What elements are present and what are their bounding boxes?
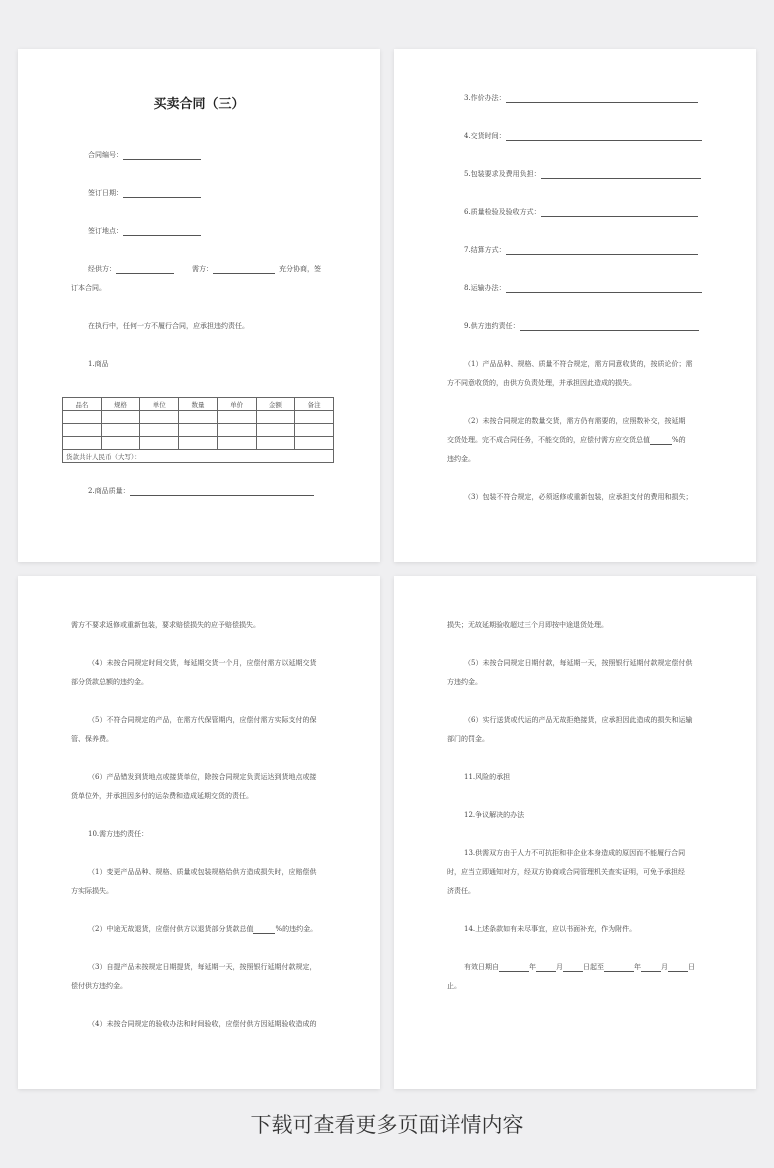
table-total: 货款共计人民币（大写）：	[63, 450, 334, 463]
table-row	[63, 411, 334, 424]
blank-line	[123, 227, 201, 236]
section-heading: 12.争议解决的办法	[464, 811, 525, 819]
sign-place-label: 签订地点：	[88, 227, 123, 235]
field-label: 3.作价办法：	[464, 94, 506, 102]
contract-page-2	[394, 49, 756, 562]
sign-place-field	[88, 226, 201, 236]
supplier-label: 经供方：	[88, 265, 116, 273]
settlement-field	[464, 245, 698, 255]
field-label: 7.结算方式：	[464, 246, 506, 254]
transport-field	[464, 283, 702, 293]
paragraph-text: %的	[672, 436, 686, 444]
paragraph-line: 部分货款总额的违约金。	[71, 678, 148, 686]
table-header-row	[63, 398, 334, 411]
table-header-cell: 金额	[256, 398, 295, 411]
paragraph-line: （1）变更产品品种、规格、质量或包装规格给供方造成损失时，应赔偿供	[88, 868, 317, 876]
page-title: 买卖合同（三）	[153, 97, 245, 112]
table-total-row	[63, 450, 334, 463]
effective-label: 月	[661, 963, 668, 971]
blank-line	[506, 132, 702, 141]
table-header-cell: 备注	[295, 398, 334, 411]
paragraph-line: （3）包装不符合规定，必须返修或重新包装，应承担支付的费用和损失；	[464, 493, 693, 501]
table-header-cell: 品名	[63, 398, 102, 411]
quality-label: 2.商品质量：	[88, 487, 130, 495]
supplier-liability-field	[464, 321, 699, 331]
field-label: 5.包装要求及费用负担：	[464, 170, 541, 178]
paragraph-line: 需方不要求返修或重新包装，要求赔偿损失的应予赔偿损失。	[71, 621, 260, 629]
inspection-field	[464, 207, 698, 217]
quality-field	[88, 486, 314, 496]
conclude-text: 订本合同。	[71, 284, 106, 292]
blank-line	[213, 265, 275, 274]
blank-line	[499, 963, 529, 972]
paragraph-line: （6）实行送货或代运的产品无故拒绝接货，应承担因此造成的损失和运输	[464, 716, 693, 724]
contract-page-1	[18, 49, 380, 562]
effective-label: 月	[556, 963, 563, 971]
paragraph-line: （2）未按合同规定的数量交货，需方仍有需要的，应照数补交，按延期	[464, 417, 686, 425]
effective-label: 日	[688, 963, 695, 971]
paragraph-line: （4）未按合同规定时间交货，每延期交货一个月，应偿付需方以延期交货	[88, 659, 317, 667]
contract-no-field	[88, 150, 201, 160]
blank-line	[123, 189, 201, 198]
field-label: 9.供方违约责任：	[464, 322, 520, 330]
blank-line	[541, 170, 701, 179]
blank-line	[536, 963, 556, 972]
paragraph-line: 货单位外，并承担因多付的运杂费和造成延期交货的责任。	[71, 792, 253, 800]
table-header-cell: 规格	[101, 398, 140, 411]
contract-page-3	[18, 576, 380, 1089]
paragraph-line: 方实际损失。	[71, 887, 113, 895]
paragraph-line: （5）不符合同规定的产品，在需方代保管期内，应偿付需方实际支付的保	[88, 716, 317, 724]
table-row	[63, 424, 334, 437]
field-label: 4.交货时间：	[464, 132, 506, 140]
effective-label: 年	[634, 963, 641, 971]
blank-line	[123, 151, 201, 160]
table-header-cell: 数量	[179, 398, 218, 411]
effective-label: 年	[529, 963, 536, 971]
effective-date-line	[464, 962, 695, 972]
goods-table	[62, 397, 334, 463]
paragraph-line: 偿付供方违约金。	[71, 982, 127, 990]
blank-line	[668, 963, 688, 972]
table-row	[63, 437, 334, 450]
paragraph-line: 时，应当立即通知对方，经双方协商或合同管理机关查实证明，可免予承担经	[447, 868, 685, 876]
contract-page-4	[394, 576, 756, 1089]
effective-label: 日起至	[583, 963, 604, 971]
packaging-field	[464, 169, 701, 179]
section-heading: 11.风险的承担	[464, 773, 511, 781]
field-label: 6.质量检验及验收方式：	[464, 208, 541, 216]
paragraph-line: 济责任。	[447, 887, 475, 895]
paragraph-text: %的违约金。	[275, 925, 318, 933]
paragraph-line: 13.供需双方由于人力不可抗拒和非企业本身造成的原因而不能履行合同	[464, 849, 686, 857]
blank-line	[604, 963, 634, 972]
blank-line	[506, 246, 698, 255]
effective-end: 止。	[447, 982, 461, 990]
contract-no-label: 合同编号：	[88, 151, 123, 159]
sign-date-field	[88, 188, 201, 198]
delivery-time-field	[464, 131, 702, 141]
blank-line	[650, 436, 672, 445]
table-header-cell: 单价	[217, 398, 256, 411]
paragraph-text: （2）中途无故退货，应偿付供方以退货部分货款总值	[88, 925, 254, 933]
blank-line	[116, 265, 174, 274]
blank-line	[520, 322, 699, 331]
blank-line	[506, 284, 702, 293]
blank-line	[130, 487, 314, 496]
paragraph-line: 方不同意收货的，由供方负责处理，并承担因此造成的损失。	[447, 379, 636, 387]
breach-clause: 在执行中，任何一方不履行合同，应承担违约责任。	[88, 322, 249, 330]
blank-line	[563, 963, 583, 972]
paragraph-line	[88, 924, 317, 934]
pricing-field	[464, 93, 698, 103]
paragraph-line: 方违约金。	[447, 678, 482, 686]
paragraph-line: （4）未按合同规定的验收办法和时间验收，应偿付供方因延期验收造成的	[88, 1020, 317, 1028]
sign-date-label: 签订日期：	[88, 189, 123, 197]
negotiate-text: 充分协商，签	[279, 265, 321, 273]
blank-line	[506, 94, 698, 103]
paragraph-line: 违约金。	[447, 455, 475, 463]
paragraph-line: （1）产品品种、规格、质量不符合规定，需方同意收货的，按质论价；需	[464, 360, 693, 368]
paragraph-text: 交货处理。完不成合同任务，不能交货的，应偿付需方应交货总值	[447, 436, 650, 444]
download-prompt[interactable]: 下载可查看更多页面详情内容	[250, 1113, 524, 1137]
blank-line	[541, 208, 698, 217]
paragraph-line: 管、保养费。	[71, 735, 113, 743]
effective-label: 有效日期自	[464, 963, 499, 971]
paragraph-line: 损失；无故延期验收超过三个月即按中途退货处理。	[447, 621, 608, 629]
goods-heading: 1.商品	[88, 360, 109, 368]
parties-line	[88, 264, 321, 274]
paragraph-line: （5）未按合同规定日期付款，每延期一天，按照银行延期付款规定偿付供	[464, 659, 693, 667]
paragraph-line: （3）自提产品未按规定日期提货，每延期一天，按照银行延期付款规定，	[88, 963, 317, 971]
buyer-label: 需方：	[192, 265, 213, 273]
field-label: 8.运输办法：	[464, 284, 506, 292]
paragraph-line: 部门的罚金。	[447, 735, 489, 743]
section-heading: 10.需方违约责任：	[88, 830, 149, 838]
paragraph-line: 14.上述条款如有未尽事宜，应以书面补充，作为附件。	[464, 925, 637, 933]
paragraph-line: （6）产品错发到货地点或接货单位，除按合同规定负责运达到货地点或接	[88, 773, 317, 781]
blank-line	[641, 963, 661, 972]
paragraph-line	[447, 435, 686, 445]
table-header-cell: 单位	[140, 398, 179, 411]
blank-line	[253, 925, 275, 934]
